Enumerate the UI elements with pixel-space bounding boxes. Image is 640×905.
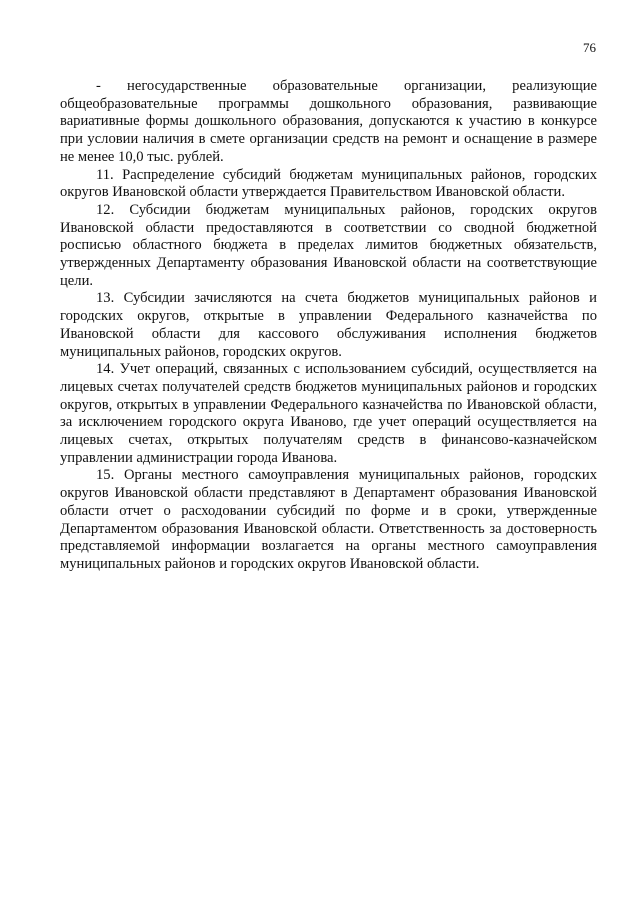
page-number: 76 [583,40,596,55]
paragraph-nongovernmental-organizations: - негосударственные образовательные организации, реализующие общеобразовательные программы дошкольного образования, развивающие вариативные формы дошкольного образования, допускаются к участию в конкурсе при условии наличия в смете организации средств на ремонт и оснащение в размере не менее 10,0 тыс. рублей. [60,78,597,165]
paragraph-11-distribution: 11. Распределение субсидий бюджетам муниципальных районов, городских округов Ивановской области утверждается Правительством Ивановской области. [60,166,597,201]
paragraph-12-provision: 12. Субсидии бюджетам муниципальных районов, городских округов Ивановской области предоставляются в соответствии со сводной бюджетной росписью областного бюджета в пределах лимитов бюджетных обязательств, утвержденных Департаменту образования Ивановской области на соответствующие цели. [60,201,597,289]
paragraph-14-accounting: 14. Учет операций, связанных с использованием субсидий, осуществляется на лицевых счетах получателей средств бюджетов муниципальных районов и городских округов, открытых в управлении Федерального казначейства по Ивановской области, за исключением городского округа Иваново, где учет операций осуществляется на лицевых счетах, открытых получателям средств в финансово-казначейском управлении администрации города Иванова. [60,361,597,466]
paragraph-13-crediting: 13. Субсидии зачисляются на счета бюджетов муниципальных районов и городских округов, открытые в управлении Федерального казначейства по Ивановской области для кассового обслуживания исполнения бюджетов муниципальных районов, городских округов. [60,290,597,360]
document-body [60,78,597,574]
paragraph-15-reporting: 15. Органы местного самоуправления муниципальных районов, городских округов Ивановской области представляют в Департамент образования Ивановской области отчет о расходовании субсидий по форме и в сроки, утвержденные Департаментом образования Ивановской области. Ответственность за достоверность представляемой информации возлагается на органы местного самоуправления муниципальных районов и городских округов Ивановской области. [60,467,597,572]
